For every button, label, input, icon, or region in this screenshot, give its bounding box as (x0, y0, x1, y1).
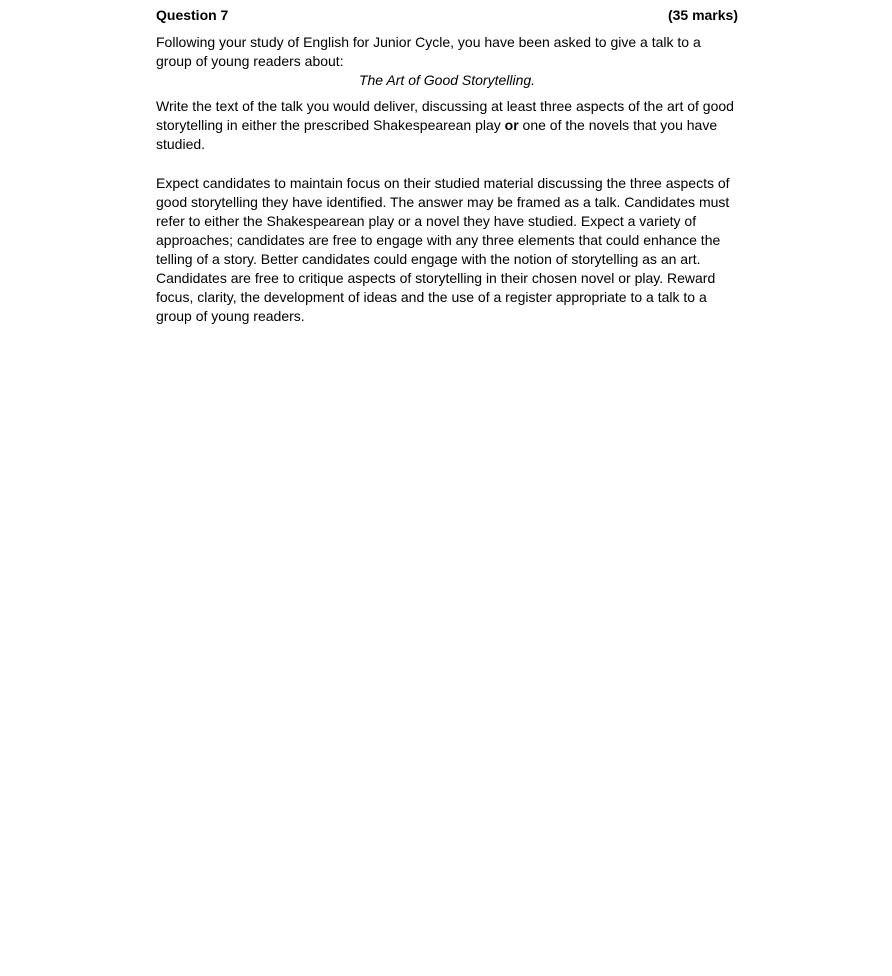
task-text-after: one of the novels that you have studied. (156, 117, 718, 152)
task-instructions (156, 97, 738, 154)
question-label: Question 7 (156, 7, 229, 23)
document-page (156, 6, 738, 326)
question-header (156, 6, 738, 25)
prompt-intro: Following your study of English for Junior Cycle, you have been asked to give a talk to a group of young readers about: (156, 34, 701, 69)
marking-guidance: Expect candidates to maintain focus on their studied material discussing the three aspects of good storytelling they have identified. The answer may be framed as a talk. Candidates must refer to either the Shakespearean play or a novel they have studied. Expect a variety of approaches; candidates are free to engage with any three elements that could enhance the telling of a story. Better candidates could engage with the notion of storytelling as an art. Candidates are free to critique aspects of storytelling in their chosen novel or play. Reward focus, clarity, the development of ideas and the use of a register appropriate to a talk to a group of young readers. (156, 175, 730, 324)
task-text-before: Write the text of the talk you would deliver, discussing at least three aspects of the art of good storytelling in either the prescribed Shakespearean play (156, 98, 734, 133)
task-emphasis: or (504, 117, 519, 133)
talk-title: The Art of Good Storytelling. (358, 72, 536, 88)
question-marks: (35 marks) (667, 7, 738, 23)
